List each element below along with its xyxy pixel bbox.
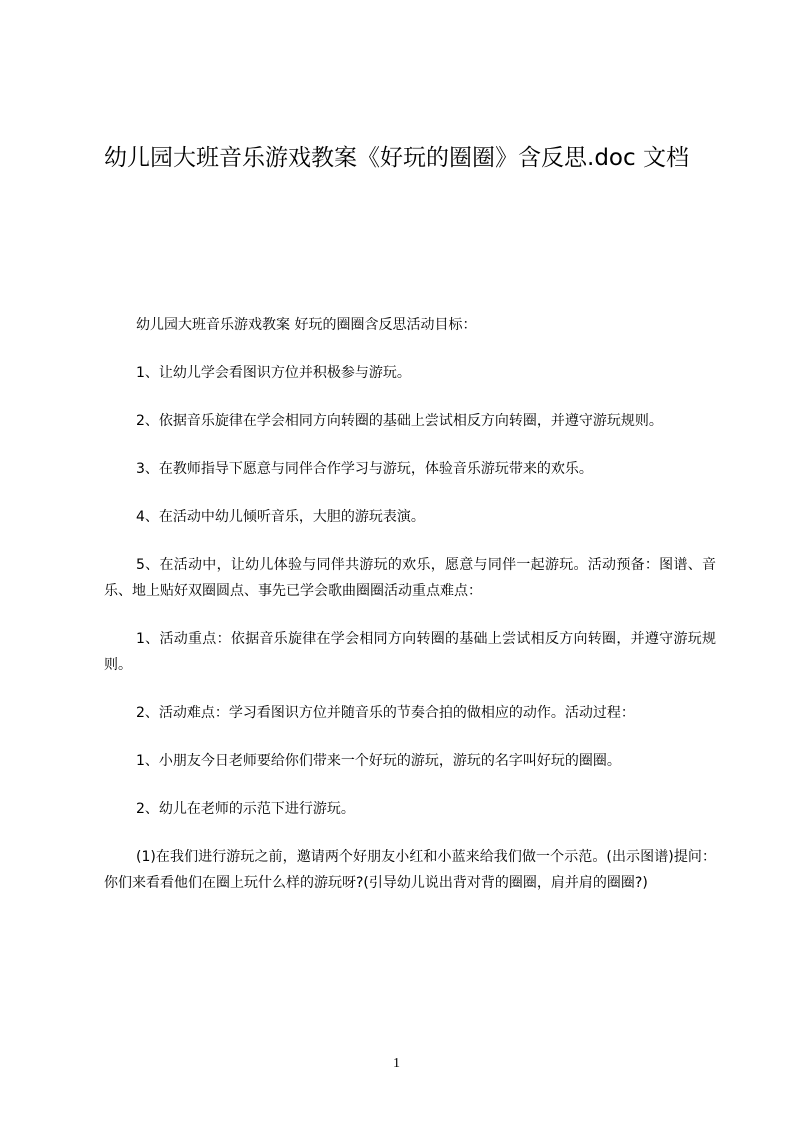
- paragraph: 2、活动难点：学习看图识方位并随音乐的节奏合拍的做相应的动作。活动过程：: [136, 705, 635, 721]
- paragraph: 1、小朋友今日老师要给你们带来一个好玩的游玩，游玩的名字叫好玩的圈圈。: [136, 753, 621, 769]
- paragraph: 1、活动重点：依据音乐旋律在学会相同方向转圈的基础上尝试相反方向转圈，并遵守游玩规则。: [104, 631, 716, 673]
- paragraph: 2、依据音乐旋律在学会相同方向转圈的基础上尝试相反方向转圈，并遵守游玩规则。: [136, 413, 663, 429]
- paragraph: 2、幼儿在老师的示范下进行游玩。: [136, 801, 355, 817]
- document-title: 幼儿园大班音乐游戏教案《好玩的圈圈》含反思.doc 文档: [104, 145, 689, 171]
- paragraph: 5、在活动中，让幼儿体验与同伴共游玩的欢乐，愿意与同伴一起游玩。活动预备：图谱、音乐、地上贴好双圈圆点、事先已学会歌曲圈圈活动重点难点：: [104, 557, 716, 599]
- paragraph: 幼儿园大班音乐游戏教案 好玩的圈圈含反思活动目标：: [136, 317, 477, 333]
- document-body: [104, 312, 716, 896]
- paragraph: 4、在活动中幼儿倾听音乐，大胆的游玩表演。: [136, 509, 425, 525]
- page-number: 1: [393, 1056, 400, 1071]
- paragraph: (1)在我们进行游玩之前，邀请两个好朋友小红和小蓝来给我们做一个示范。(出示图谱)提问：你们来看看他们在圈上玩什么样的游玩呀?(引导幼儿说出背对背的圈圈，肩并肩的圈圈?): [104, 849, 716, 891]
- paragraph: 3、在教师指导下愿意与同伴合作学习与游玩，体验音乐游玩带来的欢乐。: [136, 461, 593, 477]
- paragraph: 1、让幼儿学会看图识方位并积极参与游玩。: [136, 365, 411, 381]
